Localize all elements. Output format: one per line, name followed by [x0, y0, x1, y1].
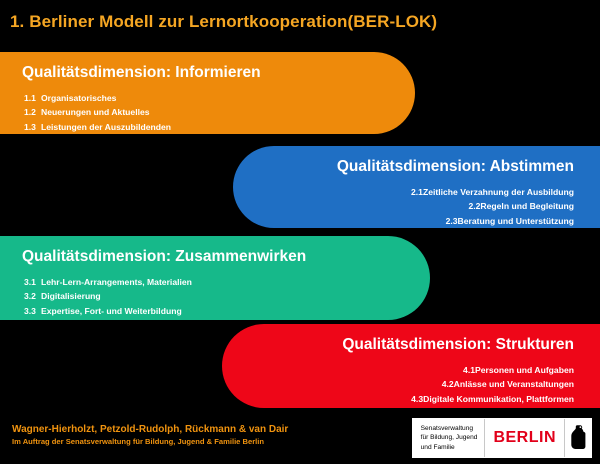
item-number: 2.3: [445, 216, 458, 227]
band-abstimmen-heading: Qualitätsdimension: Abstimmen: [336, 158, 574, 175]
band-strukturen: [222, 324, 600, 408]
list-item: [240, 377, 574, 392]
item-number: 3.1: [24, 276, 36, 287]
item-label: Digitale Kommunikation, Plattformen: [423, 394, 574, 405]
berlin-bear-icon: [565, 419, 591, 457]
item-number: 2.1: [411, 186, 423, 197]
list-item: [240, 363, 574, 378]
berlin-wordmark: BERLIN: [484, 419, 565, 457]
item-label: Leistungen der Auszubildenden: [41, 122, 172, 133]
item-label: Zeitliche Verzahnung der Ausbildung: [422, 186, 574, 197]
item-label: Expertise, Fort- und Weiterbildung: [41, 306, 182, 317]
footer-credit: [12, 424, 288, 446]
item-number: 4.2: [441, 379, 454, 390]
item-number: 1.2: [24, 107, 36, 118]
senate-logo-block: [412, 418, 592, 458]
list-item: [251, 214, 574, 229]
list-item: [24, 91, 397, 106]
item-label: Personen und Aufgaben: [475, 364, 574, 375]
band-strukturen-heading: Qualitätsdimension: Strukturen: [342, 336, 574, 353]
item-label: Beratung und Unterstützung: [457, 216, 574, 227]
item-number: 4.3: [411, 394, 424, 405]
item-number: 3.3: [24, 306, 36, 317]
item-label: Neuerungen und Aktuelles: [41, 107, 150, 118]
band-abstimmen: [233, 146, 600, 228]
list-item: [24, 275, 412, 290]
item-label: Regeln und Begleitung: [480, 201, 574, 212]
item-label: Organisatorisches: [41, 92, 117, 103]
list-item: [24, 289, 412, 304]
item-number: 2.2: [468, 201, 481, 212]
band-strukturen-items: [240, 363, 574, 407]
band-informieren-items: [24, 91, 397, 135]
senate-line-3: und Familie: [420, 443, 455, 451]
senate-line-2: für Bildung, Jugend: [420, 434, 478, 442]
page-title: 1. Berliner Modell zur Lernortkooperation(BER-LOK): [10, 12, 438, 31]
senate-department-label: [413, 419, 485, 457]
band-informieren-heading: Qualitätsdimension: Informieren: [22, 64, 261, 81]
footer-authors: Wagner-Hierholzt, Petzold-Rudolph, Rückmann & van Dair: [12, 424, 289, 435]
list-item: [251, 185, 574, 200]
item-number: 4.1: [463, 364, 475, 375]
item-label: Digitalisierung: [41, 291, 101, 302]
item-number: 1.3: [24, 122, 36, 133]
item-number: 1.1: [24, 92, 36, 103]
list-item: [24, 304, 412, 319]
list-item: [251, 199, 574, 214]
footer-affiliation: Im Auftrag der Senatsverwaltung für Bildung, Jugend & Familie Berlin: [12, 436, 265, 446]
senate-line-1: Senatsverwaltung: [420, 424, 474, 432]
band-informieren: [0, 52, 415, 134]
item-label: Anlässe und Veranstaltungen: [453, 379, 574, 390]
item-label: Lehr-Lern-Arrangements, Materialien: [41, 276, 192, 287]
item-number: 3.2: [24, 291, 36, 302]
band-zusammenwirken-heading: Qualitätsdimension: Zusammenwirken: [22, 248, 307, 265]
band-abstimmen-items: [251, 185, 574, 229]
list-item: [24, 105, 397, 120]
band-zusammenwirken-items: [24, 275, 412, 319]
band-zusammenwirken: [0, 236, 430, 320]
list-item: [24, 120, 397, 135]
list-item: [240, 392, 574, 407]
